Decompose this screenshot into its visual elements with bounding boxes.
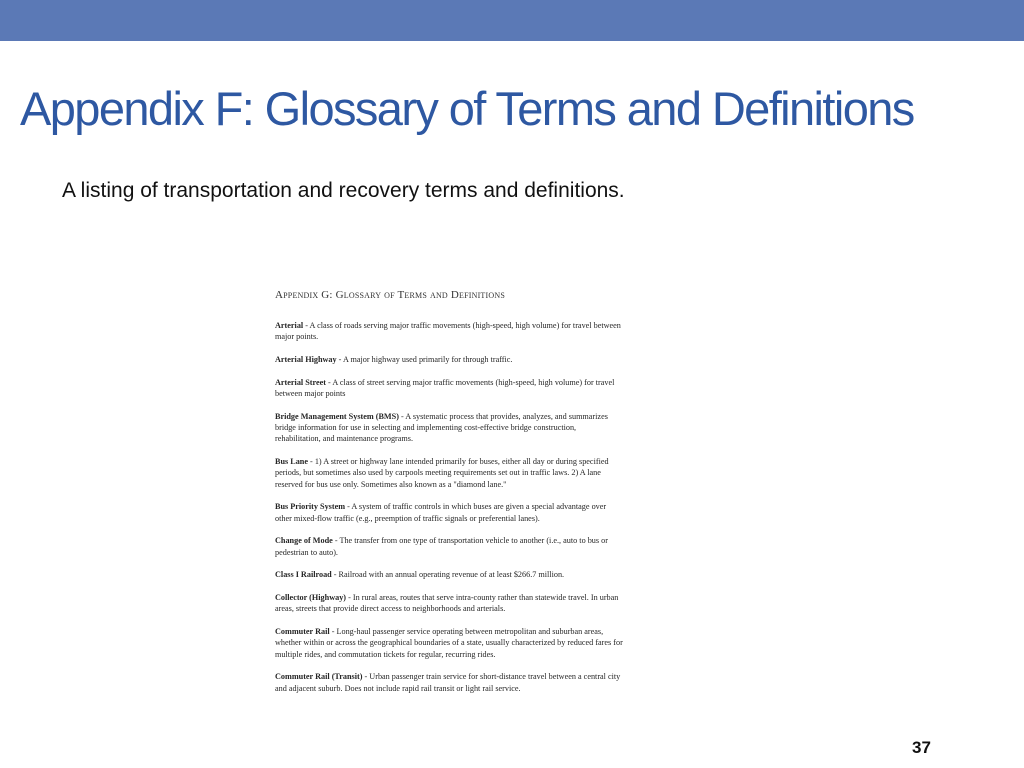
slide-subtitle: A listing of transportation and recovery terms and definitions. (62, 179, 625, 202)
glossary-list (275, 320, 707, 705)
glossary-entry (275, 592, 707, 615)
glossary-definition: - A major highway used primarily for through traffic. (336, 355, 513, 364)
top-accent-bar (0, 0, 1024, 41)
glossary-entry (275, 671, 707, 694)
glossary-entry (275, 501, 707, 524)
glossary-entry (275, 456, 707, 490)
glossary-entry (275, 626, 707, 660)
glossary-definition: - Railroad with an annual operating revenue of at least $266.7 million. (331, 570, 565, 580)
glossary-definition: - 1) A street or highway lane intended primarily for buses, either all day or during specified periods, but sometimes also used by carpools meeting requirements set out in traffic laws. 2) A lane reserved for bus use only. Sometimes also known as a "diamond lane." (275, 457, 609, 489)
glossary-definition: - A systematic process that provides, analyzes, and summarizes bridge information for use in selecting and implementing cost-effective bridge construction, rehabilitation, and maintenance programs. (275, 411, 608, 444)
document-heading: Appendix G: Glossary of Terms and Definitions (275, 289, 505, 301)
glossary-definition: - A system of traffic controls in which buses are given a special advantage over other mixed-flow traffic (e.g., preemption of traffic signals or preferential lanes). (275, 502, 607, 523)
glossary-term: Bus Lane (275, 457, 308, 466)
glossary-definition: - In rural areas, routes that serve intra-county rather than statewide travel. In urban areas, streets that provide direct access to neighborhoods and arterials. (275, 593, 619, 614)
glossary-term: Change of Mode (275, 536, 333, 546)
glossary-definition: - A class of roads serving major traffic movements (high-speed, high volume) for travel between major points. (275, 321, 621, 342)
glossary-definition: - Long-haul passenger service operating between metropolitan and suburban areas, whether within or across the geographical boundaries of a state, usually characterized by reduced fares for multiple rides, and commutation tickets for regular, recurring rides. (275, 627, 623, 659)
glossary-entry (275, 569, 707, 580)
glossary-term: Class I Railroad (275, 570, 332, 580)
glossary-term: Arterial Highway (275, 355, 337, 364)
glossary-entry (275, 320, 707, 343)
slide-title: Appendix F: Glossary of Terms and Definitions (20, 82, 914, 135)
glossary-definition: - A class of street serving major traffic movements (high-speed, high volume) for travel between major points (275, 377, 615, 398)
glossary-entry (275, 377, 707, 400)
glossary-term: Commuter Rail (Transit) (275, 672, 363, 682)
glossary-term: Bus Priority System (275, 502, 346, 512)
glossary-entry (275, 354, 707, 365)
glossary-term: Arterial Street (275, 377, 326, 387)
glossary-definition: - The transfer from one type of transportation vehicle to another (i.e., auto to bus or pedestrian to auto). (275, 536, 608, 557)
glossary-term: Commuter Rail (275, 627, 330, 636)
glossary-term: Collector (Highway) (275, 593, 347, 602)
page-number: 37 (912, 738, 931, 757)
glossary-definition: - Urban passenger train service for short-distance travel between a central city and adjacent suburb. Does not include rapid rail transit or light rail service. (275, 672, 621, 693)
glossary-entry (275, 411, 707, 445)
glossary-document-image (266, 280, 714, 708)
glossary-entry (275, 535, 707, 558)
glossary-term: Bridge Management System (BMS) (275, 411, 399, 421)
glossary-term: Arterial (275, 321, 304, 330)
